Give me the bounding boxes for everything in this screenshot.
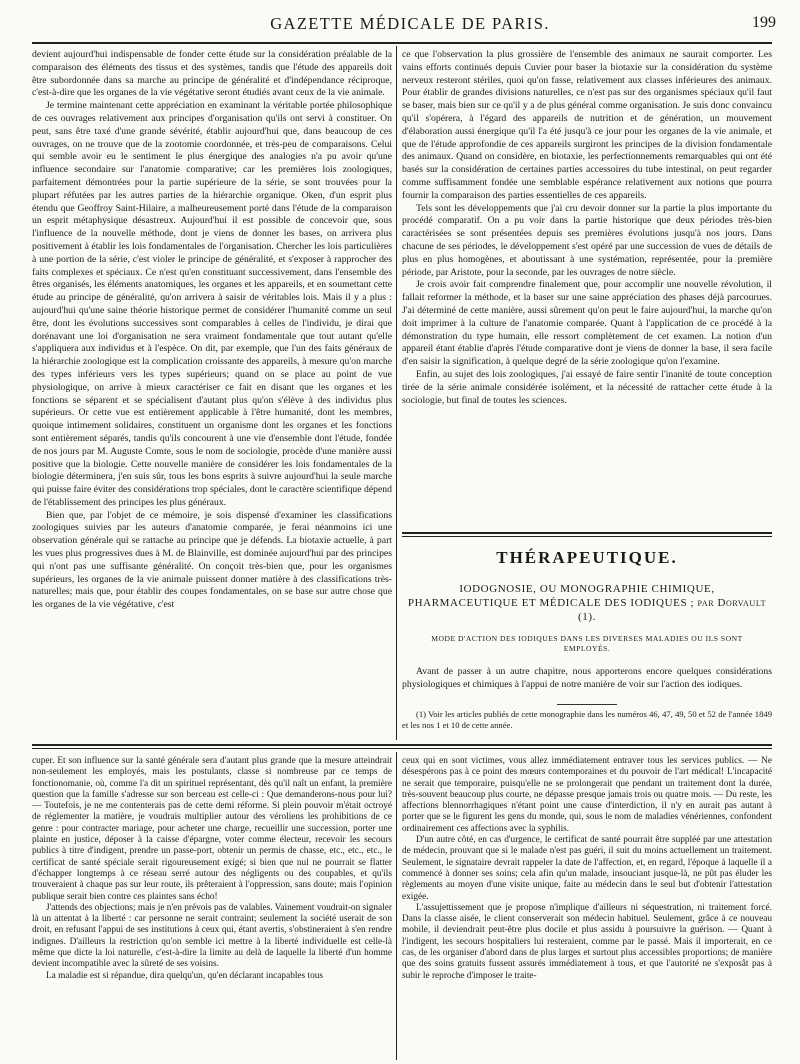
paragraph: D'un autre côté, en cas d'urgence, le certificat de santé pourrait être suppléé par une attestation de médecin, prouvant que si le malade n'est pas guéri, il suit du moins actuellement un traitement. Seulement, le signataire devrait rappeler la date de l'affection, et, en regard, l'époque à laquelle il a commencé à donner ses soins; cela afin qu'un malade, insouciant jusque-là, ne pût pas éluder les règlements au moyen d'une visite unique, faite au médecin dans le seul but d'obtenir l'attestation exigée. bbox=[402, 835, 772, 902]
footnote-rule bbox=[557, 704, 617, 705]
paragraph: Enfin, au sujet des lois zoologiques, j'ai essayé de faire sentir l'inanité de toute conception tirée de la série animale considérée isolément, et la nécessité de rattacher cette étude à la sociologie, but final de toutes les sciences. bbox=[402, 368, 772, 406]
column-bottom-right bbox=[402, 756, 772, 1058]
paragraph: ce que l'observation la plus grossière de l'ensemble des animaux ne saurait comporter. Les vains efforts continués depuis Cuvier pour baser la biotaxie sur la considération du système nerveux resteront stériles, quoi qu'on fasse, relativement aux classes inférieures des animaux. Pour établir de grandes divisions naturelles, ce n'est pas sur des organismes spéciaux qu'il faut se baser, mais bien sur ce qu'il y a de plus général comme organisation. Je suis donc convaincu qu'il s'opérera, à l'égard des appareils de nutrition et de génération, un mouvement d'élaboration aussi énergique qu'il l'a été jusqu'à ce jour pour les organes de la vie animale, et que de l'étude approfondie de ces appareils surgiront les principes de la division fondamentale des animaux. Quand on considère, en biotaxie, les perfectionnements remarquables qui ont été basés sur la considération de certaines parties accessoires du tube intestinal, on peut regarder comme suffisamment fondée une semblable espérance relativement aux notions que pourra fournir la comparaison des parties essentielles de ces appareils. bbox=[402, 49, 772, 201]
section-rule bbox=[402, 532, 772, 534]
column-top-left bbox=[32, 49, 392, 738]
paragraph: Je termine maintenant cette appréciation en examinant la véritable portée philosophique de ces ouvrages relativement aux principes d'organisation qu'ils ont servi à constituer. On peut, sans être taxé d'une grande sévérité, établir aujourd'hui que, dans beaucoup de ces ouvrages, on ne trouve que de la zootomie coordonnée, et très-peu de comparaisons. Celui qui semble avoir eu le sentiment le plus énergique des analogies n'a pu avoir qu'une influence secondaire sur l'anatomie comparative; car les premières lois zoologiques, parfaitement démontrées pour la partie supérieure de la série, se sont trouvées pour la plupart réfutées par les autres parties de la hiérarchie organique. Oken, d'un esprit plus étendu que Geoffroy Saint-Hilaire, a malheureusement porté dans l'étude de la comparaison un esprit métaphysique désastreux. Aujourd'hui il est possible de concevoir que, sous l'influence de la nouvelle méthode, dont je viens de donner les bases, on arrivera plus positivement à établir les lois fondamentales de l'organisation. Chercher les lois particulières à une portion de la série, c'est violer le principe de généralité, et s'exposer à rapprocher des faits complexes et spéciaux. Ce n'est qu'en constituant successivement, dans l'ensemble des êtres organisés, les éléments anatomiques, les organes et les appareils, et en soumettant cette étude au principe de généralité, qu'on arrivera à saisir de véritables lois. Mais il y a plus : aujourd'hui qu'une saine théorie historique permet de considérer l'humanité comme un seul être, dont les évolutions successives sont comparables à celles de l'individu, je dirai que dorénavant une loi d'organisation ne sera vraiment fondamentale que tout autant qu'elle s'appliquera aux individus et à l'espèce. On dit, par exemple, que l'un des faits généraux de la hiérarchie zoologique est la complication croissante des appareils, à mesure qu'on marche des types inférieurs vers les types supérieurs; quand on se place au point de vue physiologique, on arrive à mieux caractériser ce fait en disant que les organes et les fonctions se séparent et se spécialisent d'autant plus qu'on s'élève à des individus plus supérieurs. Or cette vue est entièrement applicable à l'être humanité, dont les membres, quoique intimement solidaires, constituent un organisme dont les organes et les fonctions sont entièrement séparés, tandis qu'ils concourent à une vie d'ensemble dont l'étude, fondée de nos jours par M. Auguste Comte, sous le nom de sociologie, procède d'une manière aussi positive que la biologie. Cette nouvelle manière de considérer les lois fondamentales de la biologie déterminera, j'en suis sûr, tous les bons esprits à suivre aujourd'hui la seule marche qui puisse faire éviter des considérations trop spéciales, dont le caractère scientifique dépend de l'établissement des principes les plus généraux. bbox=[32, 100, 392, 508]
running-head bbox=[40, 12, 780, 38]
paragraph: J'attends des objections; mais je n'en prévois pas de valables. Vainement voudrait-on signaler là un attentat à la liberté : car personne ne serait contraint; seulement la société userait de son droit, en refusant l'appui de ses institutions à ceux qui, étant avertis, s'obstineraient à s'en rendre indignes. D'ailleurs la restriction qu'on semble ici mettre à la liberté individuelle est celle-là même que dicte la loi naturelle, c'est-à-dire la limite au delà de laquelle la liberté d'un homme devient incompatible avec la sûreté de ses voisins. bbox=[32, 902, 392, 970]
paragraph: L'assujettissement que je propose n'implique d'ailleurs ni séquestration, ni traitement forcé. Dans la classe aisée, le client conserverait son médecin habituel. Seulement, grâce à ce nouveau mobile, il deviendrait peut-être plus docile et plus assidu à poursuivre la guérison. — Quant à l'indigent, les secours hospitaliers lui resteraient, comme par le passé. Mais il importerait, en ce cas, de les organiser d'abord dans de plus larges et surtout plus accessibles proportions; de manière que des soins gratuits fussent assurés immédiatement à tous, et que l'autorité ne s'exposât pas à subir le reproche d'imposer le traite- bbox=[402, 902, 772, 981]
paragraph: Bien que, par l'objet de ce mémoire, je sois dispensé d'examiner les classifications zoologiques suivies par les auteurs d'anatomie comparée, je ferai néanmoins ici une observation générale qui se rattache au principe que je défends. La biotaxie actuelle, à part les vues plus progressives dues à M. de Blainville, est dominée aujourd'hui par des principes qui n'ont pas une suffisante généralité. On conçoit très-bien que, pour les organismes supérieurs, les organes de la vie animale puissent donner matière à des classifications très-naturelles; mais que, pour établir des coupes fondamentales, on se base sur autre chose que les organes de la vie végétative, c'est bbox=[32, 509, 392, 611]
article-title-text: IODOGNOSIE, OU MONOGRAPHIE CHIMIQUE, PHARMACEUTIQUE ET MÉDICALE DES IODIQUES ; par Dorvault (1). bbox=[407, 583, 767, 623]
column-divider-top bbox=[396, 46, 397, 740]
therapeutique-section bbox=[402, 532, 772, 737]
column-bottom-left bbox=[32, 756, 392, 1058]
paragraph: Je crois avoir fait comprendre finalement que, pour accomplir une nouvelle révolution, il fallait reformer la méthode, et la baser sur une saine appréciation des phases déjà parcourues. J'ai déterminé de cette manière, aussi sûrement qu'on peut le faire aujourd'hui, la marche qu'on doit imprimer à la culture de l'anatomie comparée. Quant à l'application de ce procédé à la démonstration du type humain, elle ressort complètement de cet examen. La notion d'un appareil étant établie d'après l'étude comparative dont je viens de donner la base, il sera facile d'en saisir la signification, à quelque degré de la série zoologique qu'on l'examine. bbox=[402, 279, 772, 368]
footnote: (1) Voir les articles publiés de cette monographie dans les numéros 46, 47, 49, 50 et 52 de l'année 1849 et les nos 1 et 10 de cette année. bbox=[402, 708, 772, 731]
header-rule bbox=[32, 42, 772, 44]
paragraph: cuper. Et son influence sur la santé générale sera d'autant plus grande que la mesure atteindrait non-seulement les employés, mais les postulants, classe si nombreuse par ce temps de fonctionomanie, où, comme l'a dit un spirituel représentant, dès qu'il naît un enfant, la première question que la famille s'adresse sur son berceau est celle-ci : Que demanderons-nous pour lui? — Toutefois, je ne me contenterais pas de cette demi réforme. Si plein pouvoir m'était octroyé de réglementer la matière, je voudrais multiplier autour des véroliens les prohibitions de ce genre : pour contracter mariage, pour acheter une charge, recueillir une succession, porter une plainte en justice, déposer à la caisse d'épargne, voter comme électeur, recevoir les secours publics à titre d'indigent, prendre un passe-port, obtenir un permis de chasse, etc., etc., etc., le certificat de santé spéciale serait rigoureusement exigé; si bien que nul ne pourrait se flatter d'échapper longtemps à ce réseau serré autour des négligents ou des coupables, et qu'ils trouveraient à chaque pas sur leur route, ils prêteraient à l'oppression, sans doute; mais l'opinion publique serait bien contre ces plaintes sans écho! bbox=[32, 756, 392, 902]
running-title: GAZETTE MÉDICALE DE PARIS. bbox=[270, 14, 550, 33]
page-separator-thin bbox=[32, 748, 772, 749]
column-top-right bbox=[402, 49, 772, 520]
article-subtitle: MODE D'ACTION DES IODIQUES DANS LES DIVERSES MALADIES OU ILS SONT EMPLOYÉS. bbox=[431, 634, 743, 653]
article-paragraph: Avant de passer à un autre chapitre, nous apporterons encore quelques considérations physiologiques et chimiques à l'appui de notre manière de voir sur l'action des iodiques. bbox=[402, 666, 772, 690]
paragraph: Tels sont les développements que j'ai cru devoir donner sur la partie la plus importante du procédé comparatif. On a pu voir dans la partie historique que deux périodes très-bien caractérisées se sont présentées depuis ses premières évolutions jusqu'à nos jours. Dans chacune de ses périodes, le développement s'est opéré par une succession de vues de détails de plus en plus homogènes, et aboutissant à une systémation, représentée, pour la première période, par Aristote, pour la seconde, par les ouvrages de notre siècle. bbox=[402, 202, 772, 278]
article-title bbox=[402, 582, 772, 624]
column-divider-bottom bbox=[396, 752, 397, 1060]
section-title: THÉRAPEUTIQUE. bbox=[496, 548, 678, 567]
paragraph: La maladie est si répandue, dira quelqu'un, qu'en déclarant incapables tous bbox=[46, 970, 323, 981]
section-rule bbox=[402, 536, 772, 537]
page-number: 199 bbox=[752, 14, 776, 31]
paragraph: devient aujourd'hui indispensable de fonder cette étude sur la considération préalable de la comparaison des éléments des tissus et des systèmes, tandis que l'étude des appareils doit être subordonnée dans sa marche au principe de généralité et d'indépendance réciproque, c'est-à-dire que les organes de la vie végétative seront étudiés avant ceux de la vie animale. bbox=[32, 49, 392, 99]
paragraph: ceux qui en sont victimes, vous allez immédiatement entraver tous les services publics. — Ne désespérons pas à ce point des mœurs contemporaines et du pouvoir de l'art médical! L'incapacité ne serait que temporaire, puisqu'elle ne se prolongerait que pendant un traitement dont la durée, très-souvent beaucoup plus courte, ne dépasse presque jamais trois ou quatre mois. — Du reste, les affections blennorrhagiques n'étant point une cause d'interdiction, il n'y en aurait pas autant à porter que se le figurent les gens du monde, qui, sous le nom de maladies vénériennes, confondent ordinairement ces affections avec la syphilis. bbox=[402, 756, 772, 834]
page-separator bbox=[32, 744, 772, 746]
